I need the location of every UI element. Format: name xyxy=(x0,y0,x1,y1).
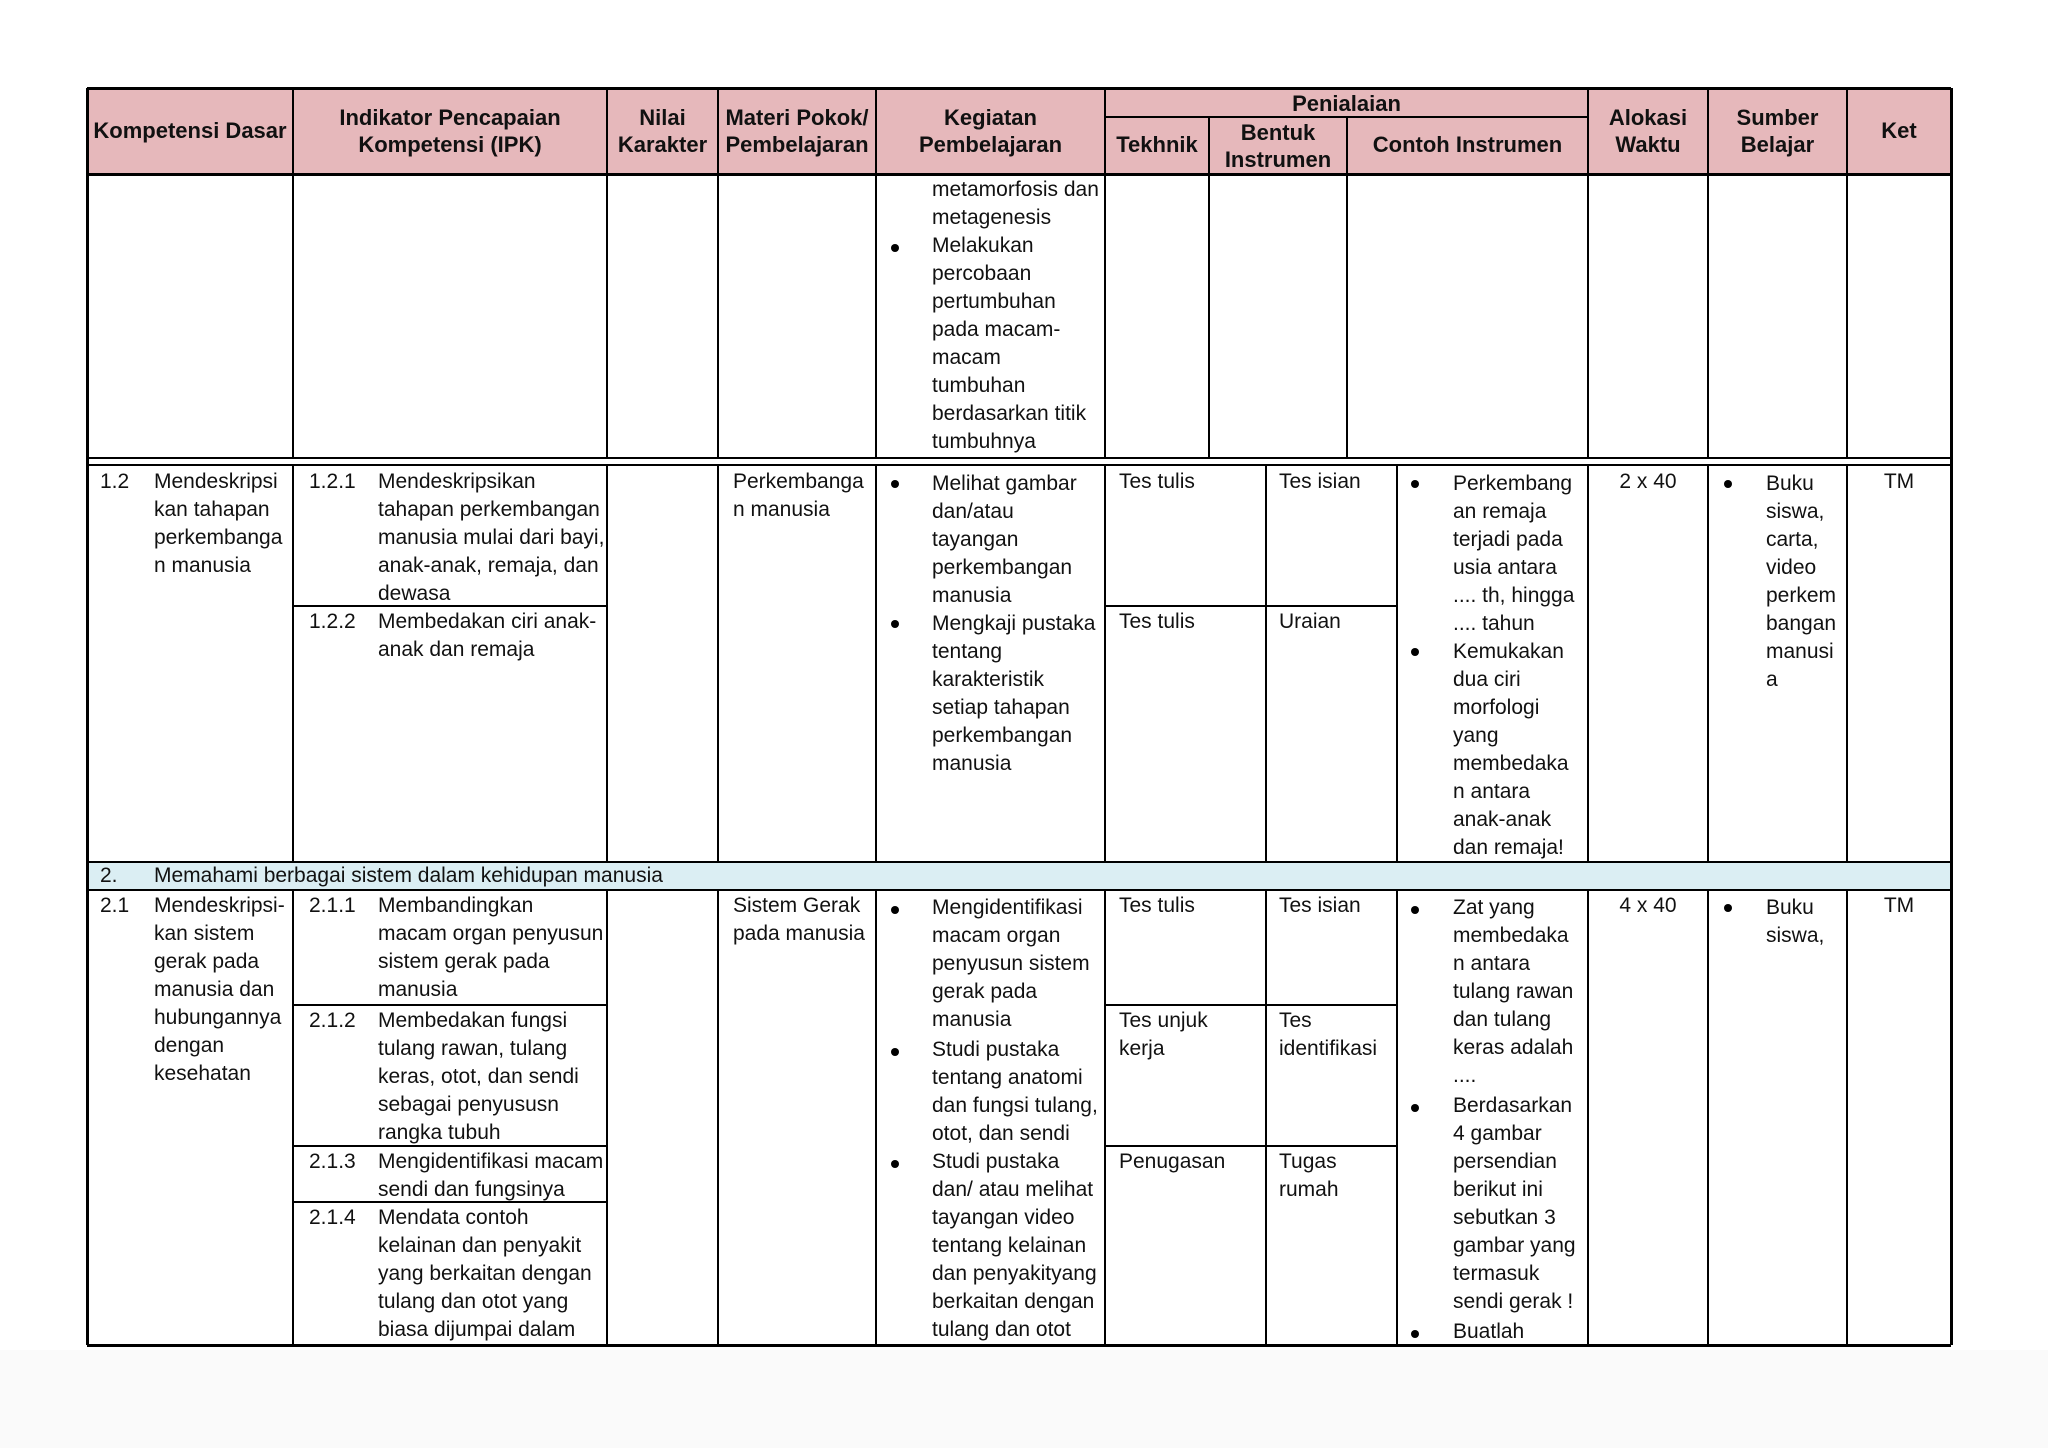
kd-text: hubungannya xyxy=(154,1006,282,1029)
kd-text: manusia dan xyxy=(154,978,275,1001)
ipk-text: tulang rawan, tulang xyxy=(378,1037,568,1060)
teknik-text: Penugasan xyxy=(1119,1150,1226,1173)
kegiatan-text: tayangan video xyxy=(932,1206,1075,1229)
column-border xyxy=(875,890,877,1345)
kegiatan-text: gerak pada xyxy=(932,980,1038,1003)
section-number: 2. xyxy=(100,864,118,887)
contoh-text: dan remaja! xyxy=(1453,836,1564,859)
bullet-dot xyxy=(1411,648,1419,656)
contoh-text: sendi gerak ! xyxy=(1453,1290,1574,1313)
sumber-text: siswa, xyxy=(1766,924,1825,947)
kegiatan-text: perkembangan xyxy=(932,724,1073,747)
penilaian-divider xyxy=(1105,1004,1397,1006)
ket-text: TM xyxy=(1883,894,1915,917)
teknik-text: Tes tulis xyxy=(1119,894,1195,917)
kegiatan-text: otot, dan sendi xyxy=(932,1122,1070,1145)
kegiatan-text: tulang dan otot xyxy=(932,1318,1071,1341)
column-border xyxy=(1396,890,1398,1345)
ipk-text: kelainan dan penyakit xyxy=(378,1234,582,1257)
ipk-number: 2.1.1 xyxy=(309,894,356,917)
bentuk-text: Tes isian xyxy=(1279,470,1361,493)
column-border xyxy=(1208,174,1210,458)
bullet-dot xyxy=(1411,480,1419,488)
sumber-text: perkem xyxy=(1766,584,1837,607)
contoh-text: an remaja xyxy=(1453,500,1547,523)
penilaian-divider xyxy=(1105,605,1397,607)
kegiatan-text: tentang anatomi xyxy=(932,1066,1083,1089)
column-border xyxy=(717,890,719,1345)
bentuk-text: Tugas xyxy=(1279,1150,1337,1173)
kegiatan-text: Mengidentifikasi xyxy=(932,896,1083,919)
kegiatan-text: percobaan xyxy=(932,262,1032,285)
materi-text: Sistem Gerak xyxy=(733,894,861,917)
header-ipk-line1: Indikator Pencapaian xyxy=(339,105,561,130)
contoh-text: 4 gambar xyxy=(1453,1122,1542,1145)
kegiatan-text: pada macam- xyxy=(932,318,1061,341)
kegiatan-text: dan fungsi tulang, xyxy=(932,1094,1098,1117)
kegiatan-text: dan/ atau melihat xyxy=(932,1178,1094,1201)
contoh-text: Zat yang xyxy=(1453,896,1535,919)
contoh-text: usia antara xyxy=(1453,556,1557,579)
contoh-text: terjadi pada xyxy=(1453,528,1563,551)
bentuk-text: rumah xyxy=(1279,1178,1339,1201)
column-border xyxy=(875,174,877,458)
ipk-text: keras, otot, dan sendi xyxy=(378,1065,579,1088)
kd-number: 2.1 xyxy=(100,894,130,917)
column-border xyxy=(717,465,719,862)
kegiatan-text: berdasarkan titik xyxy=(932,402,1087,425)
contoh-text: tulang rawan xyxy=(1453,980,1574,1003)
ipk-text: manusia xyxy=(378,978,458,1001)
kegiatan-text: perkembangan xyxy=(932,556,1073,579)
contoh-text: sebutkan 3 xyxy=(1453,1206,1556,1229)
header-penilaian: Penialaian xyxy=(1292,91,1401,116)
kegiatan-text: Melihat gambar xyxy=(932,472,1077,495)
ipk-text: Membandingkan xyxy=(378,894,534,917)
kegiatan-text: Studi pustaka xyxy=(932,1150,1060,1173)
materi-text: Perkembanga xyxy=(733,470,864,493)
column-border xyxy=(1265,465,1267,862)
kegiatan-text: penyusun sistem xyxy=(932,952,1090,975)
bullet-dot xyxy=(891,906,899,914)
kd-text: perkembanga xyxy=(154,526,283,549)
bentuk-text: Tes isian xyxy=(1279,894,1361,917)
ipk-text: anak dan remaja xyxy=(378,638,535,661)
row-border xyxy=(87,464,1951,466)
ipk-text: Membedakan ciri anak- xyxy=(378,610,597,633)
contoh-text: dua ciri xyxy=(1453,668,1521,691)
materi-text: n manusia xyxy=(733,498,830,521)
column-border xyxy=(292,465,294,862)
alokasi-text: 4 x 40 xyxy=(1619,894,1677,917)
column-border xyxy=(1265,890,1267,1345)
kegiatan-text: manusia xyxy=(932,752,1012,775)
contoh-text: termasuk xyxy=(1453,1262,1540,1285)
contoh-text: morfologi xyxy=(1453,696,1540,719)
ipk-text: dewasa xyxy=(378,582,451,605)
table-top-border xyxy=(87,87,1951,90)
column-border xyxy=(606,174,608,458)
header-kegiatan-line1: Kegiatan xyxy=(944,105,1037,130)
ipk-text: Mengidentifikasi macam xyxy=(378,1150,604,1173)
bullet-dot xyxy=(1411,906,1419,914)
materi-text: pada manusia xyxy=(733,922,865,945)
sumber-text: manusi xyxy=(1766,640,1834,663)
bullet-dot xyxy=(891,480,899,488)
column-border xyxy=(1587,465,1589,862)
column-border xyxy=(1104,174,1106,458)
ipk-number: 2.1.4 xyxy=(309,1206,356,1229)
row-border xyxy=(87,457,1951,459)
column-border xyxy=(875,465,877,862)
column-border xyxy=(1846,890,1848,1345)
column-border xyxy=(1104,890,1106,1345)
kegiatan-text: macam xyxy=(932,346,1001,369)
bullet-dot xyxy=(1411,1330,1419,1338)
header-kegiatan-line2: Pembelajaran xyxy=(918,132,1063,157)
kd-text: kesehatan xyxy=(154,1062,251,1085)
header-teknik: Tekhnik xyxy=(1116,132,1198,157)
bentuk-text: Uraian xyxy=(1279,610,1341,633)
teknik-text: Tes tulis xyxy=(1119,470,1195,493)
kd-number: 1.2 xyxy=(100,470,130,493)
bullet-dot xyxy=(1724,904,1732,912)
bentuk-text: identifikasi xyxy=(1279,1037,1378,1060)
sumber-text: Buku xyxy=(1766,896,1814,919)
ipk-text: tahapan perkembangan xyxy=(378,498,600,521)
kd-text: Mendeskripsi xyxy=(154,470,278,493)
column-border xyxy=(292,890,294,1345)
ipk-text: rangka tubuh xyxy=(378,1121,501,1144)
contoh-text: .... xyxy=(1453,1064,1477,1087)
kegiatan-text: karakteristik xyxy=(932,668,1045,691)
page-bottom-margin xyxy=(0,1350,2048,1448)
kegiatan-text: tumbuhan xyxy=(932,374,1026,397)
ipk-number: 2.1.3 xyxy=(309,1150,356,1173)
column-border xyxy=(292,174,294,458)
column-border xyxy=(1396,465,1398,862)
kegiatan-text: metagenesis xyxy=(932,206,1052,229)
contoh-text: .... tahun xyxy=(1453,612,1535,635)
table-right-border xyxy=(1950,88,1953,1345)
contoh-text: keras adalah xyxy=(1453,1036,1574,1059)
kd-text: n manusia xyxy=(154,554,251,577)
sumber-text: siswa, xyxy=(1766,500,1825,523)
column-border xyxy=(1846,174,1848,458)
contoh-text: persendian xyxy=(1453,1150,1557,1173)
contoh-text: anak-anak xyxy=(1453,808,1552,831)
ipk-text: tulang dan otot yang xyxy=(378,1290,569,1313)
contoh-text: dan tulang xyxy=(1453,1008,1552,1031)
sumber-text: carta, xyxy=(1766,528,1819,551)
section-title: Memahami berbagai sistem dalam kehidupan manusia xyxy=(154,864,663,887)
contoh-text: Berdasarkan xyxy=(1453,1094,1573,1117)
ipk-text: sendi dan fungsinya xyxy=(378,1178,565,1201)
kegiatan-text: metamorfosis dan xyxy=(932,178,1099,201)
kd-text: Mendeskripsi- xyxy=(154,894,285,917)
contoh-text: yang xyxy=(1453,724,1499,747)
contoh-text: gambar yang xyxy=(1453,1234,1576,1257)
ipk-text: sebagai penyususn xyxy=(378,1093,559,1116)
bullet-dot xyxy=(891,244,899,252)
header-bentuk-line2: Instrumen xyxy=(1224,147,1332,172)
penilaian-divider xyxy=(1105,1145,1397,1147)
ket-text: TM xyxy=(1883,470,1915,493)
ipk-text: yang berkaitan dengan xyxy=(378,1262,592,1285)
ipk-text: sistem gerak pada xyxy=(378,950,550,973)
column-border xyxy=(606,890,608,1345)
sumber-text: video xyxy=(1766,556,1817,579)
table-left-border xyxy=(86,88,89,1345)
ipk-text: anak-anak, remaja, dan xyxy=(378,554,599,577)
column-border xyxy=(1707,465,1709,862)
ipk-text: Mendata contoh xyxy=(378,1206,529,1229)
kegiatan-text: tumbuhnya xyxy=(932,430,1036,453)
ipk-number: 2.1.2 xyxy=(309,1009,356,1032)
contoh-text: berikut ini xyxy=(1453,1178,1543,1201)
ipk-text: manusia mulai dari bayi, xyxy=(378,526,605,549)
kegiatan-text: setiap tahapan xyxy=(932,696,1070,719)
ipk-text: biasa dijumpai dalam xyxy=(378,1318,576,1341)
kd-text: kan tahapan xyxy=(154,498,270,521)
column-border xyxy=(1346,174,1348,458)
bullet-dot xyxy=(891,1048,899,1056)
header-kompetensi-dasar: Kompetensi Dasar xyxy=(93,118,287,143)
header-materi-line2: Pembelajaran xyxy=(725,132,869,157)
contoh-text: Perkembang xyxy=(1453,472,1573,495)
column-border xyxy=(1707,174,1709,458)
header-ipk-line2: Kompetensi (IPK) xyxy=(358,132,542,157)
ipk-text: Membedakan fungsi xyxy=(378,1009,568,1032)
header-ket: Ket xyxy=(1881,118,1917,143)
ipk-text: macam organ penyusun xyxy=(378,922,604,945)
contoh-text: membedaka xyxy=(1453,924,1569,947)
header-nilai-line1: Nilai xyxy=(639,105,686,130)
bentuk-text: Tes xyxy=(1279,1009,1312,1032)
kd-text: dengan xyxy=(154,1034,225,1057)
contoh-text: Buatlah xyxy=(1453,1320,1525,1343)
column-border xyxy=(1104,465,1106,862)
kd-text: kan sistem xyxy=(154,922,255,945)
column-border xyxy=(1846,465,1848,862)
teknik-text: Tes tulis xyxy=(1119,610,1195,633)
contoh-text: membedaka xyxy=(1453,752,1569,775)
column-border xyxy=(606,465,608,862)
kegiatan-text: manusia xyxy=(932,584,1012,607)
sumber-text: Buku xyxy=(1766,472,1814,495)
header-sumber-line1: Sumber xyxy=(1736,105,1819,130)
kegiatan-text: tayangan xyxy=(932,528,1019,551)
kegiatan-text: Melakukan xyxy=(932,234,1034,257)
column-border xyxy=(1587,890,1589,1345)
kegiatan-text: pertumbuhan xyxy=(932,290,1056,313)
kegiatan-text: dan/atau xyxy=(932,500,1014,523)
bullet-dot xyxy=(1724,480,1732,488)
sumber-text: a xyxy=(1766,668,1778,691)
ipk-number: 1.2.1 xyxy=(309,470,356,493)
ipk-number: 1.2.2 xyxy=(309,610,356,633)
alokasi-text: 2 x 40 xyxy=(1619,470,1677,493)
kegiatan-text: manusia xyxy=(932,1008,1012,1031)
header-nilai-line2: Karakter xyxy=(617,132,708,157)
header-bentuk-line1: Bentuk xyxy=(1240,120,1316,145)
kegiatan-text: tentang xyxy=(932,640,1003,663)
column-border xyxy=(1707,890,1709,1345)
kegiatan-text: Studi pustaka xyxy=(932,1038,1060,1061)
bullet-dot xyxy=(1411,1104,1419,1112)
bullet-dot xyxy=(891,620,899,628)
kegiatan-text: Mengkaji pustaka xyxy=(932,612,1096,635)
teknik-text: Tes unjuk xyxy=(1119,1009,1208,1032)
ipk-text: Mendeskripsikan xyxy=(378,470,536,493)
kd-text: gerak pada xyxy=(154,950,260,973)
header-sumber-line2: Belajar xyxy=(1740,132,1815,157)
teknik-text: kerja xyxy=(1119,1037,1165,1060)
kegiatan-text: berkaitan dengan xyxy=(932,1290,1095,1313)
column-border xyxy=(1587,174,1589,458)
contoh-text: n antara xyxy=(1453,780,1531,803)
header-materi-line1: Materi Pokok/ xyxy=(725,105,869,130)
header-alokasi-line1: Alokasi xyxy=(1608,105,1688,130)
kegiatan-text: macam organ xyxy=(932,924,1061,947)
ipk-divider xyxy=(293,1004,607,1006)
column-border xyxy=(717,174,719,458)
contoh-text: n antara xyxy=(1453,952,1531,975)
kegiatan-text: dan penyakityang xyxy=(932,1262,1097,1285)
header-contoh-instrumen: Contoh Instrumen xyxy=(1372,132,1563,157)
contoh-text: Kemukakan xyxy=(1453,640,1564,663)
bullet-dot xyxy=(891,1160,899,1168)
header-alokasi-line2: Waktu xyxy=(1615,132,1681,157)
contoh-text: .... th, hingga xyxy=(1453,584,1575,607)
sumber-text: bangan xyxy=(1766,612,1837,635)
kegiatan-text: tentang kelainan xyxy=(932,1234,1087,1257)
